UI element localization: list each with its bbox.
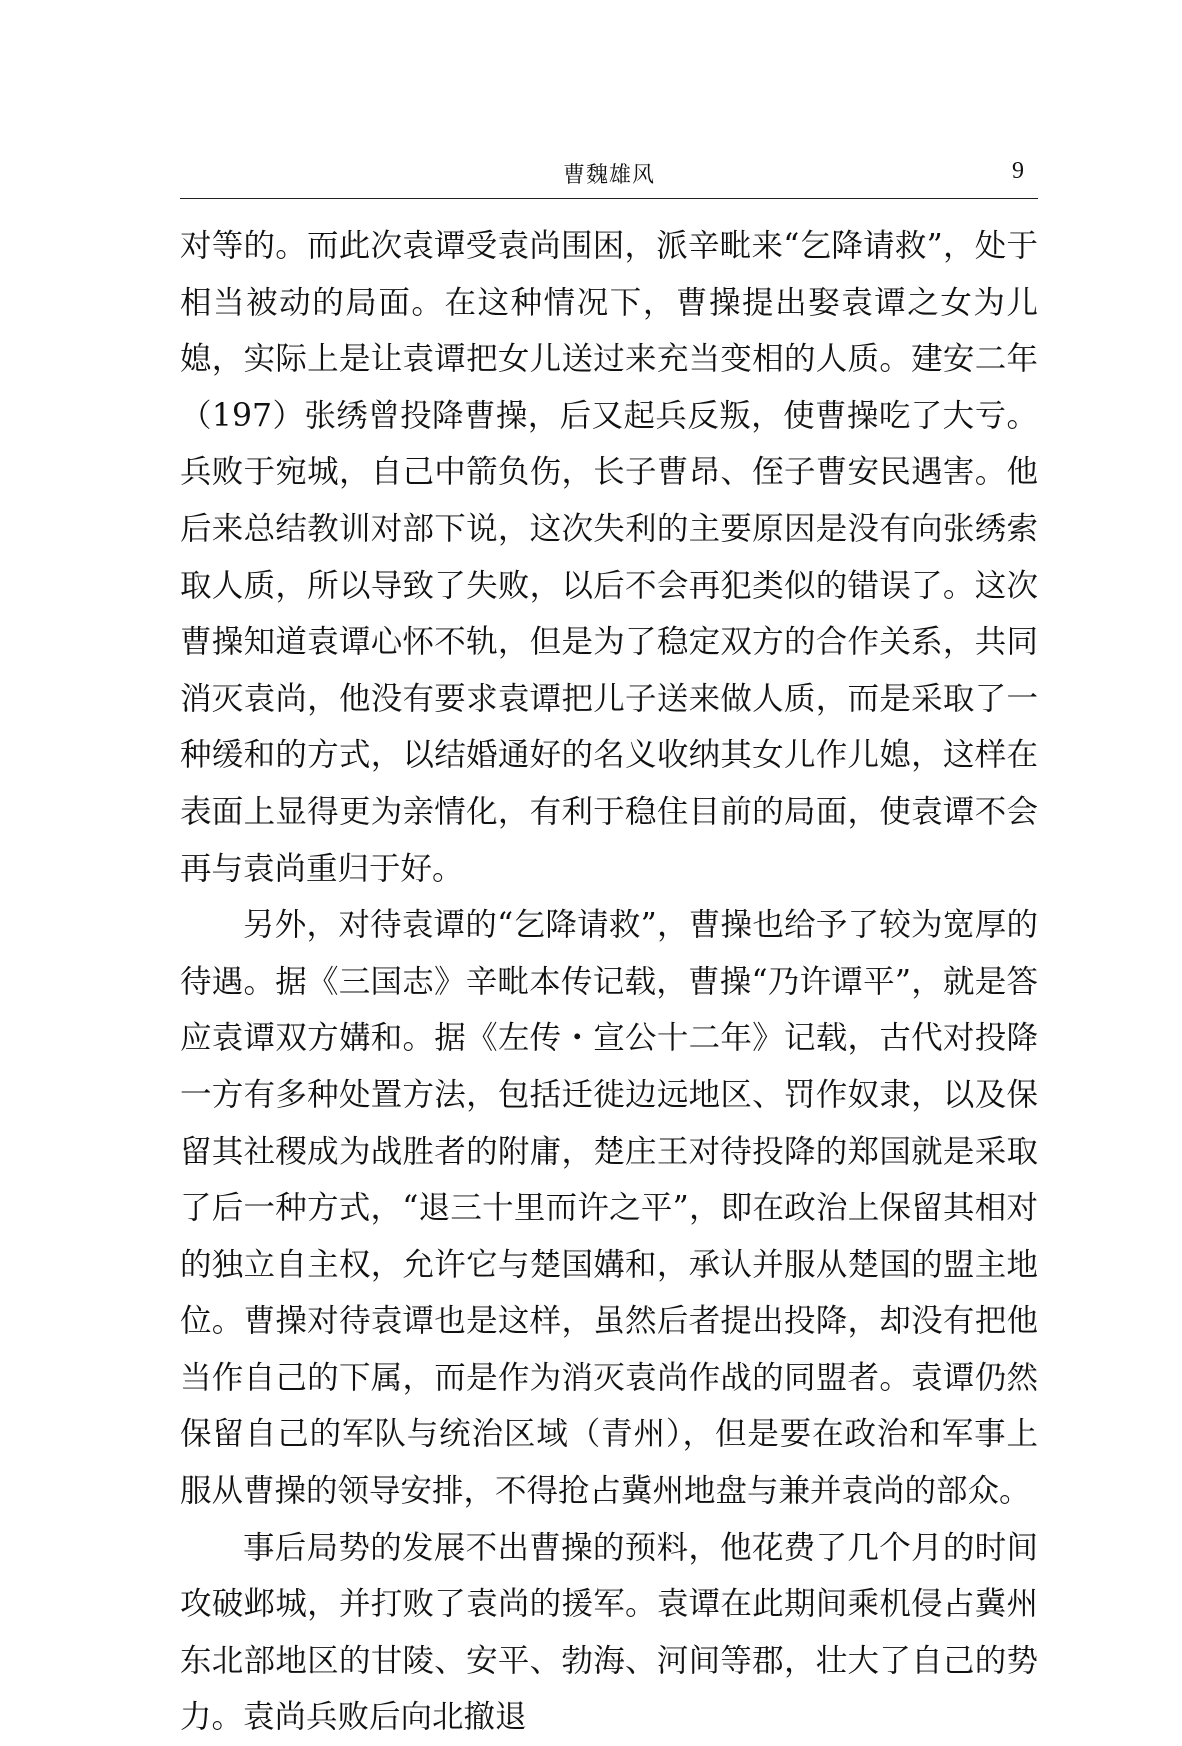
- page-number: 9: [1012, 158, 1024, 184]
- body-text: [180, 218, 1038, 1746]
- paragraph-2: 另外，对待袁谭的“乞降请救”，曹操也给予了较为宽厚的待遇。据《三国志》辛毗本传记载，曹操“乃许谭平”，就是答应袁谭双方媾和。据《左传・宣公十二年》记载，古代对投降一方有多种处置方法，包括迁徙边远地区、罚作奴隶，以及保留其社稷成为战胜者的附庸，楚庄王对待投降的郑国就是采取了后一种方式，“退三十里而许之平”，即在政治上保留其相对的独立自主权，允许它与楚国媾和，承认并服从楚国的盟主地位。曹操对待袁谭也是这样，虽然后者提出投降，却没有把他当作自己的下属，而是作为消灭袁尚作战的同盟者。袁谭仍然保留自己的军队与统治区域（青州），但是要在政治和军事上服从曹操的领导安排，不得抢占冀州地盘与兼并袁尚的部众。: [180, 907, 1038, 1510]
- paragraph-1: 对等的。而此次袁谭受袁尚围困，派辛毗来“乞降请救”，处于相当被动的局面。在这种情况下，曹操提出娶袁谭之女为儿媳，实际上是让袁谭把女儿送过来充当变相的人质。建安二年（197）张绣曾投降曹操，后又起兵反叛，使曹操吃了大亏。兵败于宛城，自己中箭负伤，长子曹昂、侄子曹安民遇害。他后来总结教训对部下说，这次失利的主要原因是没有向张绣索取人质，所以导致了失败，以后不会再犯类似的错误了。这次曹操知道袁谭心怀不轨，但是为了稳定双方的合作关系，共同消灭袁尚，他没有要求袁谭把儿子送来做人质，而是采取了一种缓和的方式，以结婚通好的名义收纳其女儿作儿媳，这样在表面上显得更为亲情化，有利于稳住目前的局面，使袁谭不会再与袁尚重归于好。: [180, 228, 1038, 887]
- paragraph-3: 事后局势的发展不出曹操的预料，他花费了几个月的时间攻破邺城，并打败了袁尚的援军。袁谭在此期间乘机侵占冀州东北部地区的甘陵、安平、勃海、河间等郡，壮大了自己的势力。袁尚兵败后向北撤退: [180, 1529, 1038, 1736]
- running-header: [180, 158, 1038, 199]
- running-title: 曹魏雄风: [562, 163, 655, 188]
